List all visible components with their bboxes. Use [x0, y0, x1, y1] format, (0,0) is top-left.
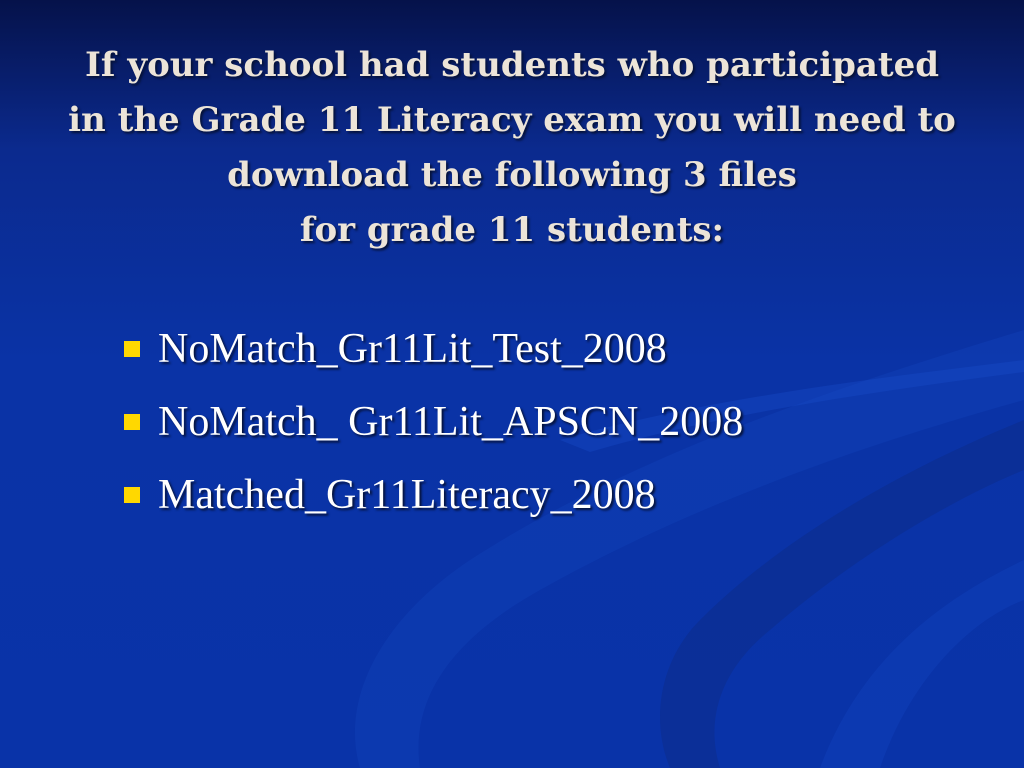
- title-line-4: for grade 11 students:: [299, 210, 725, 250]
- file-name: NoMatch_Gr11Lit_Test_2008: [158, 325, 667, 372]
- file-list: [124, 312, 743, 531]
- title-line-1: If your school had students who participated: [84, 45, 940, 85]
- file-name: Matched_Gr11Literacy_2008: [158, 471, 656, 518]
- file-name: NoMatch_ Gr11Lit_APSCN_2008: [158, 398, 744, 445]
- list-item: [124, 458, 743, 531]
- square-bullet-icon: [124, 341, 140, 357]
- title-line-2: in the Grade 11 Literacy exam you will need to: [68, 100, 956, 140]
- title-line-3: download the following 3 files: [227, 155, 797, 195]
- list-item: [124, 312, 743, 385]
- list-item: [124, 385, 743, 458]
- square-bullet-icon: [124, 487, 140, 503]
- square-bullet-icon: [124, 414, 140, 430]
- slide-title: [40, 38, 984, 258]
